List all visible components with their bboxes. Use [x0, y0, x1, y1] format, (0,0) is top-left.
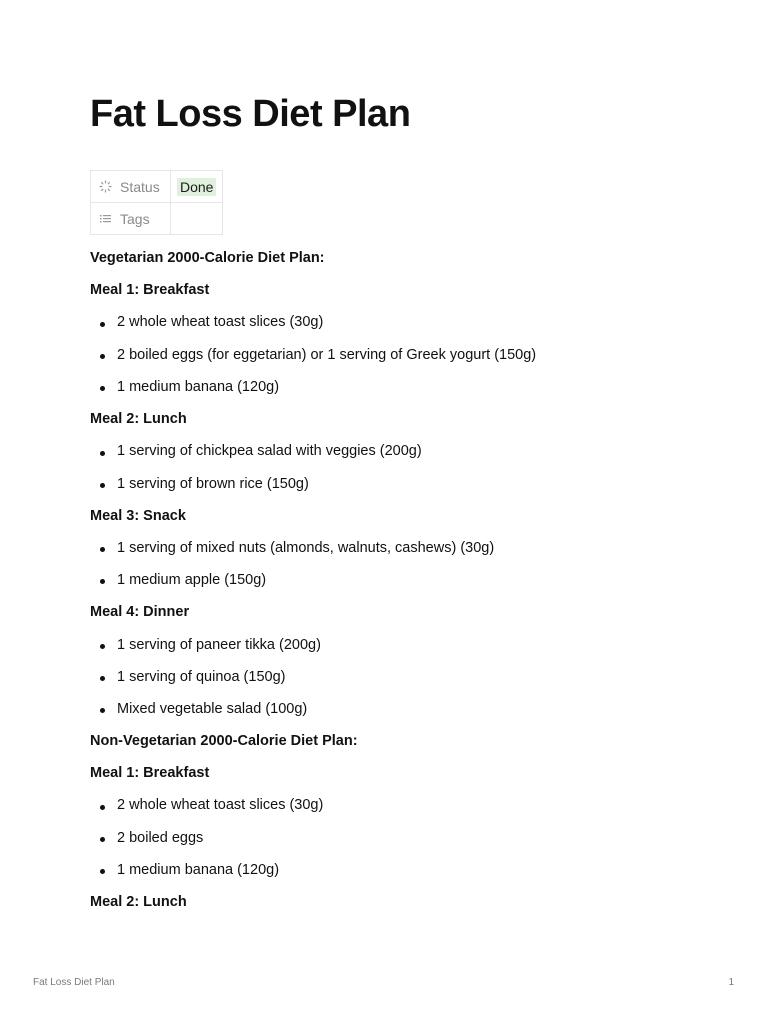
list-item: [90, 436, 730, 468]
list-item-text: 1 medium banana (120g): [117, 862, 280, 879]
bullet-icon: [100, 579, 105, 584]
page-number: 1: [728, 977, 734, 988]
bullet-icon: [100, 386, 105, 391]
section-heading: Meal 2: Lunch: [90, 411, 187, 428]
section-heading: Meal 2: Lunch: [90, 894, 187, 911]
section-heading: Meal 3: Snack: [90, 507, 186, 524]
property-label-status: Status: [120, 178, 160, 195]
list-item-text: 1 serving of mixed nuts (almonds, walnuts, cashews) (30g): [117, 539, 495, 556]
property-key: [91, 203, 171, 235]
list-item-text: 2 boiled eggs: [117, 829, 204, 846]
list-item: [90, 822, 730, 854]
bullet-icon: [100, 451, 105, 456]
list-item-text: 1 serving of quinoa (150g): [117, 668, 286, 685]
list-item: [90, 532, 730, 564]
bullet-list: [90, 790, 730, 887]
list-item: [90, 565, 730, 597]
property-row-status: [91, 171, 223, 203]
list-item-text: 1 serving of brown rice (150g): [117, 475, 309, 492]
section-heading: Meal 4: Dinner: [90, 604, 190, 621]
bullet-icon: [100, 644, 105, 649]
list-item-text: 2 whole wheat toast slices (30g): [117, 797, 324, 814]
list-icon: [99, 212, 112, 225]
bullet-icon: [100, 483, 105, 488]
bullet-icon: [100, 322, 105, 327]
list-item: [90, 661, 730, 693]
list-item-text: 1 medium apple (150g): [117, 572, 267, 589]
bullet-list: [90, 436, 730, 501]
list-item-text: 2 whole wheat toast slices (30g): [117, 314, 324, 331]
list-item: [90, 790, 730, 822]
section-heading: Meal 1: Breakfast: [90, 282, 210, 299]
bullet-list: [90, 307, 730, 404]
list-item: [90, 855, 730, 887]
status-badge: Done: [177, 178, 216, 196]
property-row-tags: [91, 203, 223, 235]
property-label-tags: Tags: [120, 210, 150, 227]
section-heading: Meal 1: Breakfast: [90, 765, 210, 782]
page-title: Fat Loss Diet Plan: [90, 93, 411, 135]
properties-table: [90, 170, 223, 235]
property-key: [91, 171, 171, 203]
list-item-text: 1 serving of paneer tikka (200g): [117, 636, 321, 653]
list-item-text: 1 medium banana (120g): [117, 379, 280, 396]
bullet-icon: [100, 869, 105, 874]
list-item: [90, 694, 730, 726]
bullet-icon: [100, 837, 105, 842]
footer-title: Fat Loss Diet Plan: [33, 977, 115, 988]
bullet-icon: [100, 708, 105, 713]
bullet-icon: [100, 676, 105, 681]
list-item-text: 2 boiled eggs (for eggetarian) or 1 serving of Greek yogurt (150g): [117, 346, 537, 363]
bullet-icon: [100, 354, 105, 359]
bullet-list: [90, 532, 730, 597]
bullet-icon: [100, 547, 105, 552]
list-item: [90, 372, 730, 404]
status-spinner-icon: [99, 180, 112, 193]
property-value-cell[interactable]: [171, 171, 223, 203]
list-item-text: Mixed vegetable salad (100g): [117, 701, 308, 718]
document-body: [90, 243, 730, 919]
bullet-icon: [100, 805, 105, 810]
list-item: [90, 629, 730, 661]
property-value-cell[interactable]: [171, 203, 223, 235]
list-item-text: 1 serving of chickpea salad with veggies (200g): [117, 443, 422, 460]
list-item: [90, 307, 730, 339]
list-item: [90, 468, 730, 500]
section-heading: Non-Vegetarian 2000-Calorie Diet Plan:: [90, 733, 358, 750]
section-heading: Vegetarian 2000-Calorie Diet Plan:: [90, 250, 325, 267]
list-item: [90, 339, 730, 371]
bullet-list: [90, 629, 730, 726]
